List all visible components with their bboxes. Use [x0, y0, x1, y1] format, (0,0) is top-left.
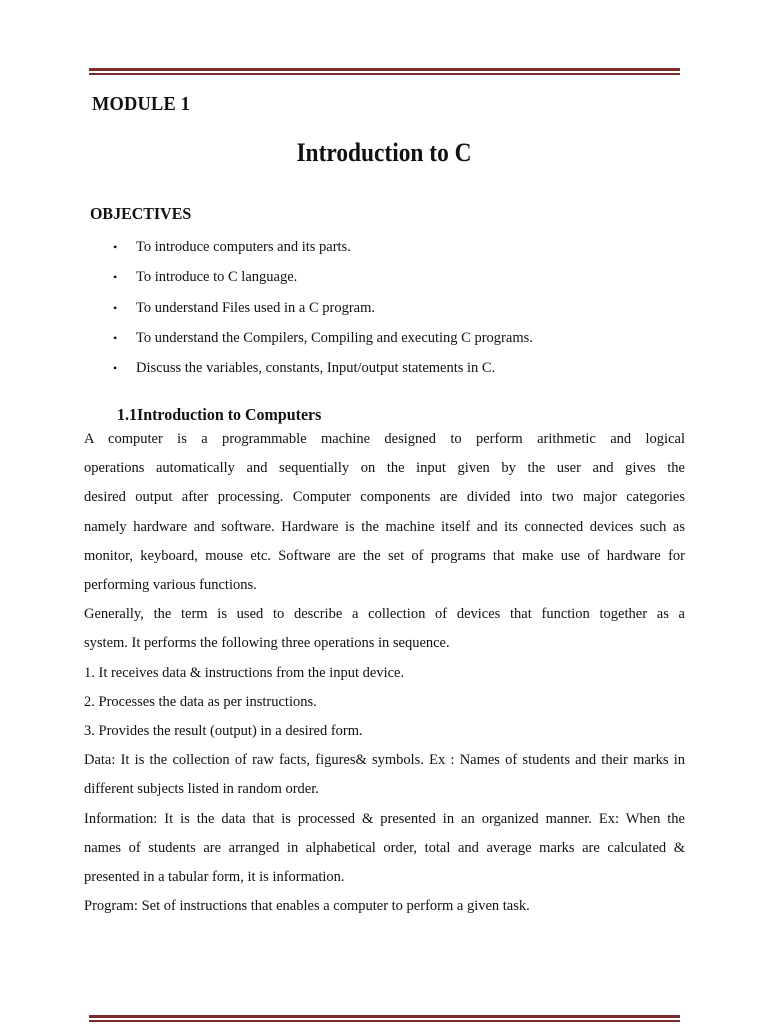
bullet-icon: •	[113, 361, 118, 376]
list-item: • To understand Files used in a C program.	[113, 297, 533, 327]
bullet-icon: •	[113, 300, 118, 315]
section-body	[84, 425, 685, 921]
top-rule	[89, 68, 680, 75]
objectives-list	[113, 236, 533, 387]
data-definition: Data: It is the collection of raw facts, figures& symbols. Ex : Names of students and their marks in different subjects listed in random order.	[84, 752, 685, 798]
list-item: • Discuss the variables, constants, Input/output statements in C.	[113, 357, 533, 387]
list-item: • To understand the Compilers, Compiling and executing C programs.	[113, 327, 533, 357]
bullet-icon: •	[113, 240, 118, 254]
objectives-heading: OBJECTIVES	[90, 204, 192, 223]
bottom-rule	[89, 1015, 680, 1022]
page-title: Introduction to C	[296, 138, 472, 167]
list-item: • To introduce computers and its parts.	[113, 236, 533, 266]
module-label: MODULE 1	[92, 93, 191, 115]
step-3: 3. Provides the result (output) in a desired form.	[84, 723, 363, 740]
bullet-icon: •	[113, 270, 118, 285]
information-definition: Information: It is the data that is processed & presented in an organized manner. Ex: When the names of students are arranged in alphabetical order, total and average marks are calculated & presented in a tabular form, it is information.	[84, 810, 685, 886]
paragraph-computer-definition: A computer is a programmable machine designed to perform arithmetic and logical operations automatically and sequentially on the input given by the user and gives the desired output after processing. Computer components are divided into two major categories namely hardware and software. Hardware is the machine itself and its connected devices such as monitor, keyboard, mouse etc. Software are the set of programs that make use of hardware for performing various functions.	[84, 431, 685, 594]
paragraph-system: Generally, the term is used to describe a collection of devices that function together as a system. It performs the following three operations in sequence.	[84, 606, 685, 652]
bullet-icon: •	[113, 330, 118, 345]
step-2: 2. Processes the data as per instructions.	[84, 693, 317, 710]
list-item: • To introduce to C language.	[113, 266, 533, 296]
section-heading: 1.1Introduction to Computers	[117, 405, 322, 424]
step-1: 1. It receives data & instructions from the input device.	[84, 664, 405, 681]
program-definition: Program: Set of instructions that enables a computer to perform a given task.	[84, 898, 530, 915]
